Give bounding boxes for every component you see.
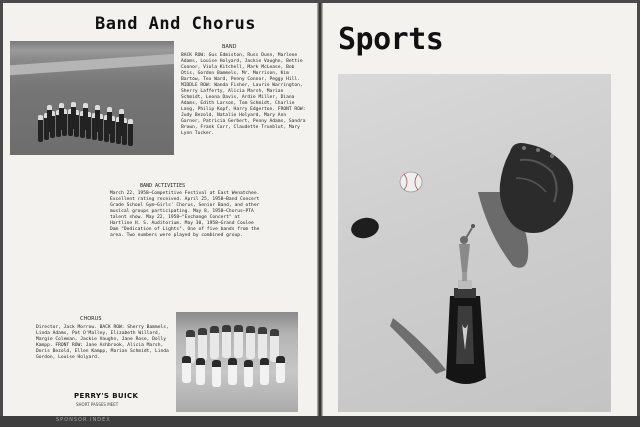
book-gutter — [317, 3, 323, 417]
band-activities-text: March 22, 1958—Competitive Festival at East Wenatchee. Excellent rating received. April 25, 1958—Band Concert Grade School Gym—Girls' Chorus, Senior Band, and other musical groups participating. May 8, 1958—Chorus—PTA talent show. May 22, 1958—"Exchange Concert" at Hartline H. S. Auditorium. May 30, 1958—Grand Coulee Dam "Dedication of Lights". One of five bands from the area. Two numbers were played by combined group. — [110, 191, 260, 238]
page-title-band-and-chorus: Band And Chorus — [95, 14, 257, 34]
band-caption-text: BACK ROW: Gus Edmiston, Russ Dunn, Marlene Adams, Louise Holyard, Jackie Vaughn, Bettie Connor, Viola Kitchell, Mark McLease, Bob Otis, Gordon Bammels, Mr. Morrison, Kim Bartow, Tex Ward, Penny Connor, Peggy Hill. MIDDLE ROW: Wanda Fisher, Laurie Warrington, Sherry Lafferty, Alicia Marsh, Marian Schmidt, Leona Davis, Ardie Miller, Diana Adams, Edith Larson, Tom Schmidt, Charlie Lang, Philip Kopf, Harry Edgerton. FRONT ROW: Judy Bezold, Natalie Holyard, Mary Ann Garner, Patricia Gerbert, Penny Adams, Sandra Brown, Frank Carr, Claudette Trueblut, Mary Lynn Tucker. — [181, 53, 306, 136]
sponsor-ad-tagline: SHORT PASSES MEET — [76, 402, 119, 407]
page-title-sports: Sports — [338, 22, 444, 57]
chorus-caption-heading: CHORUS — [80, 316, 102, 322]
trophy-icon — [446, 224, 486, 384]
baseball-shadow — [349, 215, 381, 240]
sports-photo — [338, 74, 611, 412]
viewer-bottom-bar — [0, 416, 640, 427]
footer-text: SPONSOR INDEX — [56, 417, 111, 423]
chorus-photo — [176, 312, 298, 412]
band-members-group — [36, 101, 140, 141]
chorus-caption-text: Director, Jack Morrow. BACK ROW: Sherry Bammels, Linda Adams, Pat O'Malley, Elizabeth Willard, Margie Coleman, Jackie Vaughn, Jane Rose, Dolly Kampp. FRONT ROW: Jane Ashbrook, Alicia Marsh, Doris Bezold, Ellen Kampp, Marian Schmidt, Linda Gordon, Louise Holyard. — [36, 325, 169, 360]
sponsor-ad-name: PERRY'S BUICK — [74, 392, 139, 400]
sports-still-life — [338, 74, 611, 412]
baseball-glove-icon — [500, 143, 573, 233]
band-caption-heading: BAND — [222, 44, 237, 50]
band-activities-heading: BAND ACTIVITIES — [140, 183, 186, 189]
baseball-icon — [400, 172, 422, 192]
trophy-shadow — [390, 318, 446, 374]
band-photo — [10, 41, 174, 155]
